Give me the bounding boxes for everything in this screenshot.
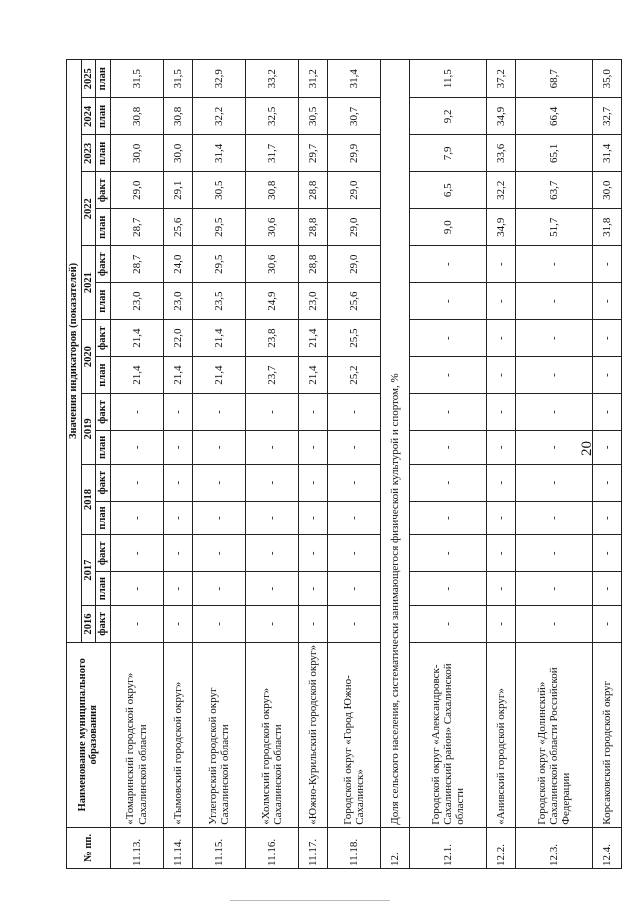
row-value: - [110,430,163,464]
row-value: - [410,394,486,431]
header-plan: план [96,501,111,535]
row-value: - [298,572,327,606]
row-value: 30,7 [328,98,381,135]
header-fact: факт [96,464,111,501]
row-value: 29,0 [110,172,163,209]
row-value: 29,7 [298,135,327,172]
row-value: 23,0 [298,283,327,320]
row-value: 21,4 [298,357,327,394]
row-number: 12.3. [516,827,592,868]
row-value: - [192,535,245,572]
row-value: 24,0 [163,246,192,283]
section-title: Доля сельского населения, систематически занимающегося физической культурой и спортом, % [380,60,409,828]
row-value: - [516,572,592,606]
header-year: 2017 [81,535,96,606]
row-municipality-name: Городской округ «Долинский» Сахалинской области Российской Федерации [516,642,592,827]
header-year: 2019 [81,394,96,465]
row-value: 30,6 [245,209,298,246]
row-value: 25,2 [328,357,381,394]
row-value: - [163,464,192,501]
row-value: 21,4 [110,320,163,357]
row-value: - [192,605,245,642]
row-value: 29,9 [328,135,381,172]
row-value: - [298,501,327,535]
row-number: 12.1. [410,827,486,868]
row-municipality-name: Городской округ «Александровск-Сахалинский район» Сахалинской области [410,642,486,827]
row-value: 31,4 [192,135,245,172]
row-value: 30,6 [245,246,298,283]
row-value: - [328,535,381,572]
row-value: 30,5 [192,172,245,209]
row-value: - [410,535,486,572]
row-value: 29,5 [192,246,245,283]
row-value: - [592,572,621,606]
row-value: - [328,572,381,606]
row-municipality-name: Корсаковский городской округ [592,642,621,827]
header-fact: факт [96,246,111,283]
row-value: - [298,394,327,431]
row-value: 23,0 [163,283,192,320]
row-value: - [516,320,592,357]
table-row [410,60,486,869]
row-value: - [592,283,621,320]
row-value: - [163,430,192,464]
row-value: 28,8 [298,209,327,246]
row-value: - [110,605,163,642]
row-value: 28,8 [298,246,327,283]
row-value: - [110,464,163,501]
row-value: 32,7 [592,98,621,135]
row-value: - [486,605,515,642]
row-value: 35,0 [592,60,621,98]
row-value: - [163,572,192,606]
row-value: 33,6 [486,135,515,172]
page-number: 20 [579,441,595,456]
row-value: 29,1 [163,172,192,209]
row-value: 9,0 [410,209,486,246]
row-value: 68,7 [516,60,592,98]
row-value: - [592,464,621,501]
row-value: - [592,357,621,394]
row-value: 31,5 [163,60,192,98]
row-value: 24,9 [245,283,298,320]
table-row [245,60,298,869]
row-value: 30,8 [163,98,192,135]
row-value: 31,8 [592,209,621,246]
row-number: 11.17. [298,827,327,868]
row-value: 30,8 [245,172,298,209]
row-value: - [410,246,486,283]
row-number: 11.15. [192,827,245,868]
header-year: 2024 [81,98,96,135]
row-value: - [410,283,486,320]
row-value: 21,4 [192,320,245,357]
row-value: 23,0 [110,283,163,320]
row-value: - [516,283,592,320]
row-municipality-name: «Анивский городской округ» [486,642,515,827]
row-value: 30,0 [110,135,163,172]
row-value: 33,2 [245,60,298,98]
row-value: 31,4 [592,135,621,172]
row-number: 11.18. [328,827,381,868]
header-year: 2018 [81,464,96,535]
row-value: - [245,605,298,642]
header-year: 2021 [81,246,96,320]
row-value: - [410,320,486,357]
row-value: 9,2 [410,98,486,135]
table-row [298,60,327,869]
row-value: - [486,464,515,501]
row-value: - [486,283,515,320]
row-value: 31,5 [110,60,163,98]
row-value: 25,6 [163,209,192,246]
rotated-table-container [66,59,622,869]
row-value: - [110,501,163,535]
row-value: 21,4 [192,357,245,394]
header-year: 2023 [81,135,96,172]
header-number: № пп. [67,827,111,868]
row-value: - [192,572,245,606]
row-value: 28,8 [298,172,327,209]
row-value: - [328,605,381,642]
header-year: 2025 [81,60,96,98]
row-value: - [245,501,298,535]
row-value: - [486,394,515,431]
row-value: - [298,535,327,572]
row-value: - [592,430,621,464]
table-row [192,60,245,869]
row-value: 30,5 [298,98,327,135]
table-row [163,60,192,869]
row-value: 6,5 [410,172,486,209]
row-value: 31,2 [298,60,327,98]
header-year: 2016 [81,605,96,642]
indicators-table [66,59,622,869]
row-value: - [410,464,486,501]
row-number: 11.13. [110,827,163,868]
row-value: - [486,501,515,535]
row-value: 23,7 [245,357,298,394]
row-value: - [592,605,621,642]
row-value: - [486,572,515,606]
section-row [380,60,409,869]
row-value: 21,4 [298,320,327,357]
header-plan: план [96,572,111,606]
row-value: - [110,535,163,572]
row-value: 29,0 [328,172,381,209]
row-value: 31,7 [245,135,298,172]
header-indicators: Значения индикаторов (показателей) [67,60,82,643]
row-value: - [410,572,486,606]
row-value: - [410,430,486,464]
row-value: - [486,535,515,572]
row-value: - [592,501,621,535]
row-value: 29,0 [328,209,381,246]
row-municipality-name: «Томаринский городской округ» Сахалинской области [110,642,163,827]
header-fact: факт [96,394,111,431]
row-value: - [410,605,486,642]
row-value: - [516,464,592,501]
row-value: - [245,394,298,431]
row-value: - [328,464,381,501]
row-number: 11.16. [245,827,298,868]
header-fact: факт [96,605,111,642]
row-value: - [298,605,327,642]
row-municipality-name: «Южно-Курильский городской округ» [298,642,327,827]
row-value: 21,4 [163,357,192,394]
row-value: - [516,501,592,535]
header-fact: факт [96,172,111,209]
row-value: - [328,501,381,535]
row-value: - [163,535,192,572]
row-value: - [163,605,192,642]
row-value: - [298,464,327,501]
row-value: - [516,394,592,431]
row-value: 34,9 [486,209,515,246]
row-value: - [516,605,592,642]
row-value: 25,5 [328,320,381,357]
row-value: - [328,394,381,431]
row-value: 25,6 [328,283,381,320]
table-row [516,60,592,869]
row-value: - [298,430,327,464]
row-municipality-name: Углегорский городской округ Сахалинской области [192,642,245,827]
row-value: - [486,430,515,464]
header-plan: план [96,283,111,320]
row-value: - [410,501,486,535]
header-plan: план [96,60,111,98]
row-value: 29,0 [328,246,381,283]
row-value: - [163,394,192,431]
row-value: 28,7 [110,209,163,246]
row-value: 32,5 [245,98,298,135]
row-value: - [328,430,381,464]
row-number: 12.2. [486,827,515,868]
row-value: 11,5 [410,60,486,98]
row-value: 23,8 [245,320,298,357]
row-value: 37,2 [486,60,515,98]
table-row [486,60,515,869]
header-plan: план [96,135,111,172]
row-value: 29,5 [192,209,245,246]
row-value: - [592,246,621,283]
row-value: - [110,572,163,606]
row-value: - [516,535,592,572]
row-number: 11.14. [163,827,192,868]
scan-artifact [230,900,390,901]
row-value: - [592,535,621,572]
header-year: 2020 [81,320,96,394]
row-value: - [192,394,245,431]
row-value: - [245,464,298,501]
row-value: 30,8 [110,98,163,135]
row-municipality-name: «Тымовский городской округ» [163,642,192,827]
header-year: 2022 [81,172,96,246]
table-row [592,60,621,869]
row-value: - [163,501,192,535]
row-value: 30,0 [592,172,621,209]
header-plan: план [96,430,111,464]
row-value: - [486,357,515,394]
row-value: 32,2 [486,172,515,209]
row-value: 32,2 [192,98,245,135]
row-value: - [516,357,592,394]
header-fact: факт [96,535,111,572]
row-value: 28,7 [110,246,163,283]
row-value: - [592,320,621,357]
header-plan: план [96,209,111,246]
row-value: 66,4 [516,98,592,135]
row-value: - [516,246,592,283]
row-value: - [486,246,515,283]
row-value: 23,5 [192,283,245,320]
row-value: 22,0 [163,320,192,357]
row-value: 7,9 [410,135,486,172]
row-value: - [245,430,298,464]
row-value: 21,4 [110,357,163,394]
row-municipality-name: Городской округ «Город Южно-Сахалинск» [328,642,381,827]
header-fact: факт [96,320,111,357]
header-plan: план [96,357,111,394]
row-value: - [410,357,486,394]
section-number: 12. [380,827,409,868]
row-value: 30,0 [163,135,192,172]
table-row [328,60,381,869]
row-value: 65,1 [516,135,592,172]
row-municipality-name: «Холмский городской округ» Сахалинской области [245,642,298,827]
row-value: - [516,430,592,464]
row-value: - [110,394,163,431]
row-value: - [192,464,245,501]
row-value: 51,7 [516,209,592,246]
row-value: - [245,535,298,572]
row-value: 34,9 [486,98,515,135]
row-value: - [592,394,621,431]
row-value: - [486,320,515,357]
row-value: 63,7 [516,172,592,209]
row-number: 12.4. [592,827,621,868]
header-plan: план [96,98,111,135]
row-value: - [245,572,298,606]
row-value: 31,4 [328,60,381,98]
row-value: - [192,430,245,464]
row-value: - [192,501,245,535]
row-value: 32,9 [192,60,245,98]
table-row [110,60,163,869]
header-name: Наименование муниципального образования [67,642,111,827]
